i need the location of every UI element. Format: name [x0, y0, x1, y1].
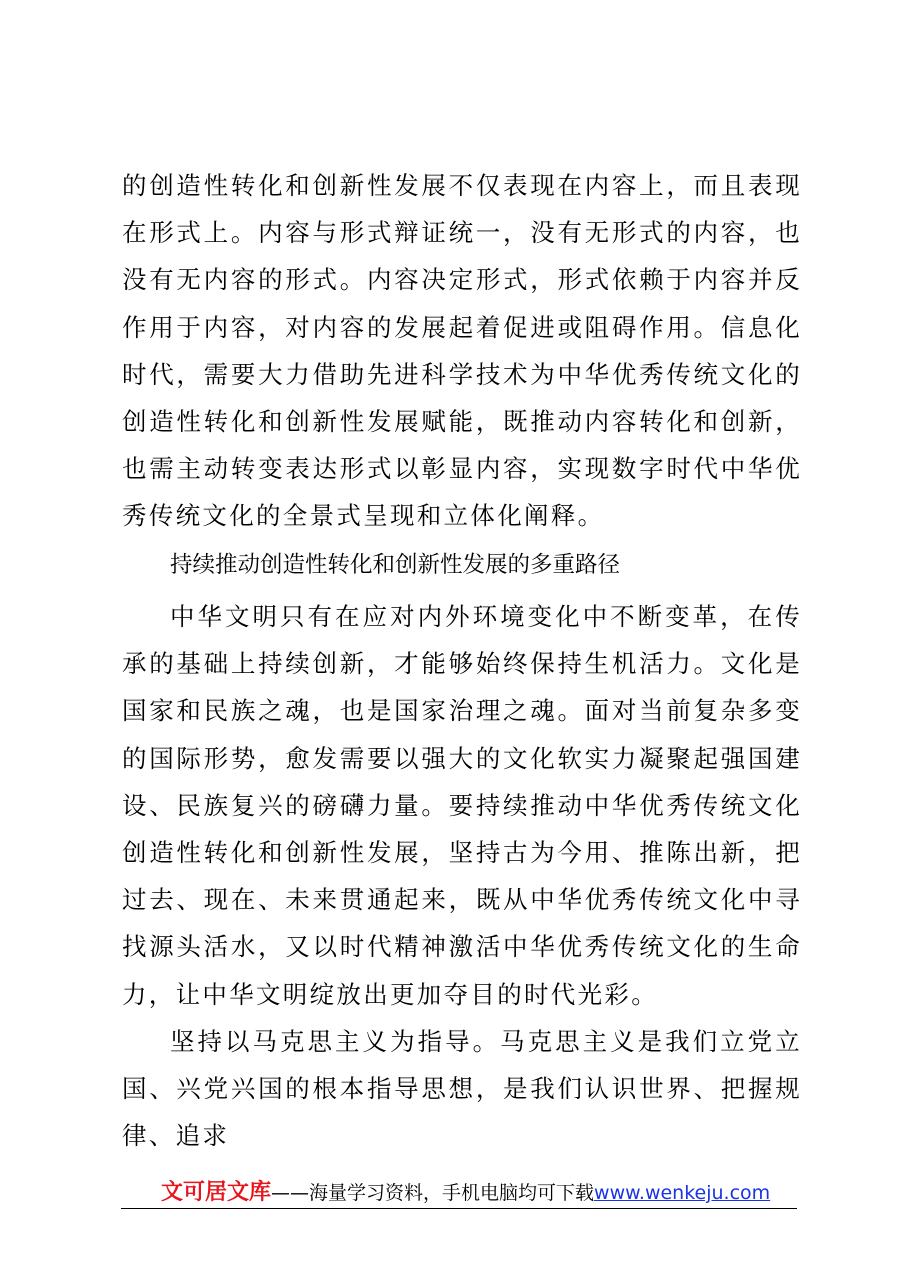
page-footer [161, 1178, 770, 1208]
footer-divider [121, 1208, 797, 1209]
footer-brand: 文可居文库 [161, 1180, 272, 1205]
footer-tagline: ——海量学习资料，手机电脑均可下载 [271, 1182, 595, 1204]
section-heading: 持续推动创造性转化和创新性发展的多重路径 [170, 552, 621, 578]
body-paragraph-3: 坚持以马克思主义为指导。马克思主义是我们立党立国、兴党兴国的根本指导思想，是我们认识世界、把握规律、追求 [122, 1027, 802, 1151]
body-paragraph-1: 的创造性转化和创新性发展不仅表现在内容上，而且表现在形式上。内容与形式辩证统一，没有无形式的内容，也没有无内容的形式。内容决定形式，形式依赖于内容并反作用于内容，对内容的发展起着促进或阻碍作用。信息化时代，需要大力借助先进科学技术为中华优秀传统文化的创造性转化和创新性发展赋能，既推动内容转化和创新，也需主动转变表达形式以彰显内容，实现数字时代中华优秀传统文化的全景式呈现和立体化阐释。 [122, 171, 802, 531]
body-paragraph-2: 中华文明只有在应对内外环境变化中不断变革，在传承的基础上持续创新，才能够始终保持生机活力。文化是国家和民族之魂，也是国家治理之魂。面对当前复杂多变的国际形势，愈发需要以强大的文化软实力凝聚起强国建设、民族复兴的磅礴力量。要持续推动中华优秀传统文化创造性转化和创新性发展，坚持古为今用、推陈出新，把过去、现在、未来贯通起来，既从中华优秀传统文化中寻找源头活水，又以时代精神激活中华优秀传统文化的生命力，让中华文明绽放出更加夺目的时代光彩。 [122, 602, 802, 1009]
footer-link[interactable]: www.wenkeju.com [594, 1182, 771, 1204]
